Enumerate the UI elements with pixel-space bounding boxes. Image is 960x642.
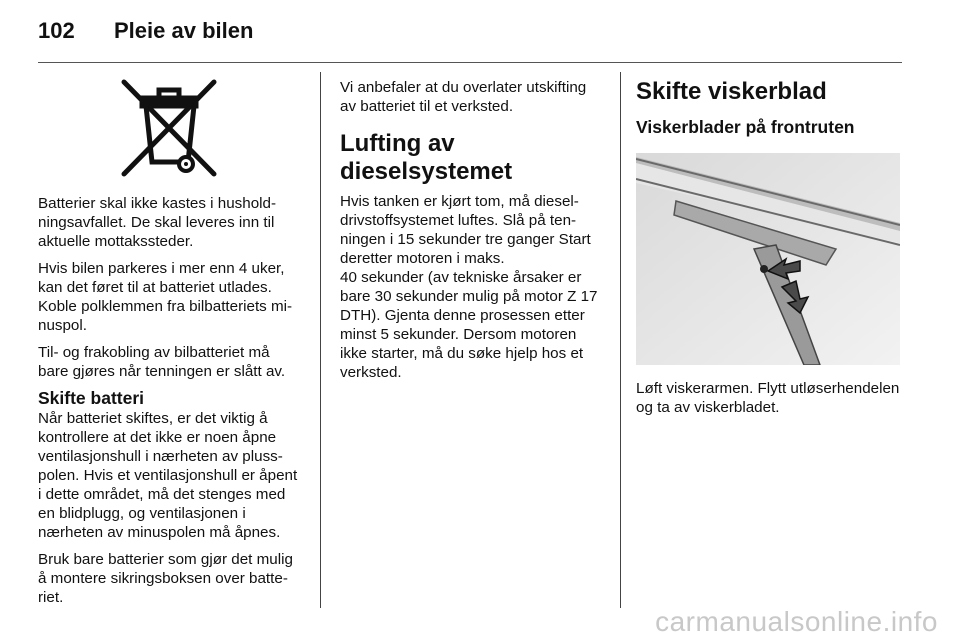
column-middle [340,78,604,390]
battery-fusebox-text: Bruk bare batterier som gjør det mulig å montere sikringsboksen over batteriet. [38,551,293,606]
subheading-viskerblader: Viskerblader på frontruten [636,117,855,137]
heading-skifte-viskerblad: Skifte viskerblad [636,78,827,105]
workshop-recommend-text: Vi anbefaler at du overlater utskifting av batteriet til et verksted. [340,79,587,115]
battery-replace-text: Når batteriet skiftes, er det viktig å kontrollere at det ikke er noen åpne ventilasjonshull i nærheten av plusspolen. Hvis et ventilasjonshull er åpent i dette området, må det stenges med en blidplugg, og ventilasjonen i nærheten av minuspolen må åpnes. [38,410,298,541]
column-divider-2 [620,72,621,608]
page-title: Pleie av bilen [114,18,254,43]
column-right [636,78,902,425]
wiper-caption-text: Løft viskerarmen. Flytt utløserhendelen og ta av viskerbladet. [636,380,900,416]
battery-disposal-text: Batterier skal ikke kastes i husholdningsavfallet. De skal leveres inn til aktuelle mottakssteder. [38,195,277,250]
battery-connect-text: Til- og frakobling av bilbatteriet må bare gjøres når tenningen er slått av. [38,344,286,380]
header-rule [38,62,902,63]
battery-parking-text: Hvis bilen parkeres i mer enn 4 uker, kan det føret til at batteriet utlades. Koble polklemmen fra bilbatteriets minuspol. [38,260,293,334]
page-header [38,18,253,44]
column-divider-1 [320,72,321,608]
heading-lufting-diesel: Lufting av dieselsystemet [340,130,513,185]
crossed-out-bin-icon [118,76,220,180]
diesel-bleed-text-1: Hvis tanken er kjørt tom, må dieseldrivstoffsystemet luftes. Slå på tenningen i 15 sekunder tre ganger Start deretter motoren i maks. [340,193,591,267]
column-left [38,194,304,615]
diesel-bleed-text-2: 40 sekunder (av tekniske årsaker er bare 30 sekunder mulig på motor Z 17 DTH). Gjenta denne prosessen etter minst 5 sekunder. Dersom motoren ikke starter, må du søke hjelp hos et verksted. [340,269,598,381]
watermark: carmanualsonline.info [655,606,938,637]
heading-skifte-batteri: Skifte batteri [38,388,144,408]
page-number: 102 [38,18,75,43]
wiper-blade-photo [636,153,900,365]
